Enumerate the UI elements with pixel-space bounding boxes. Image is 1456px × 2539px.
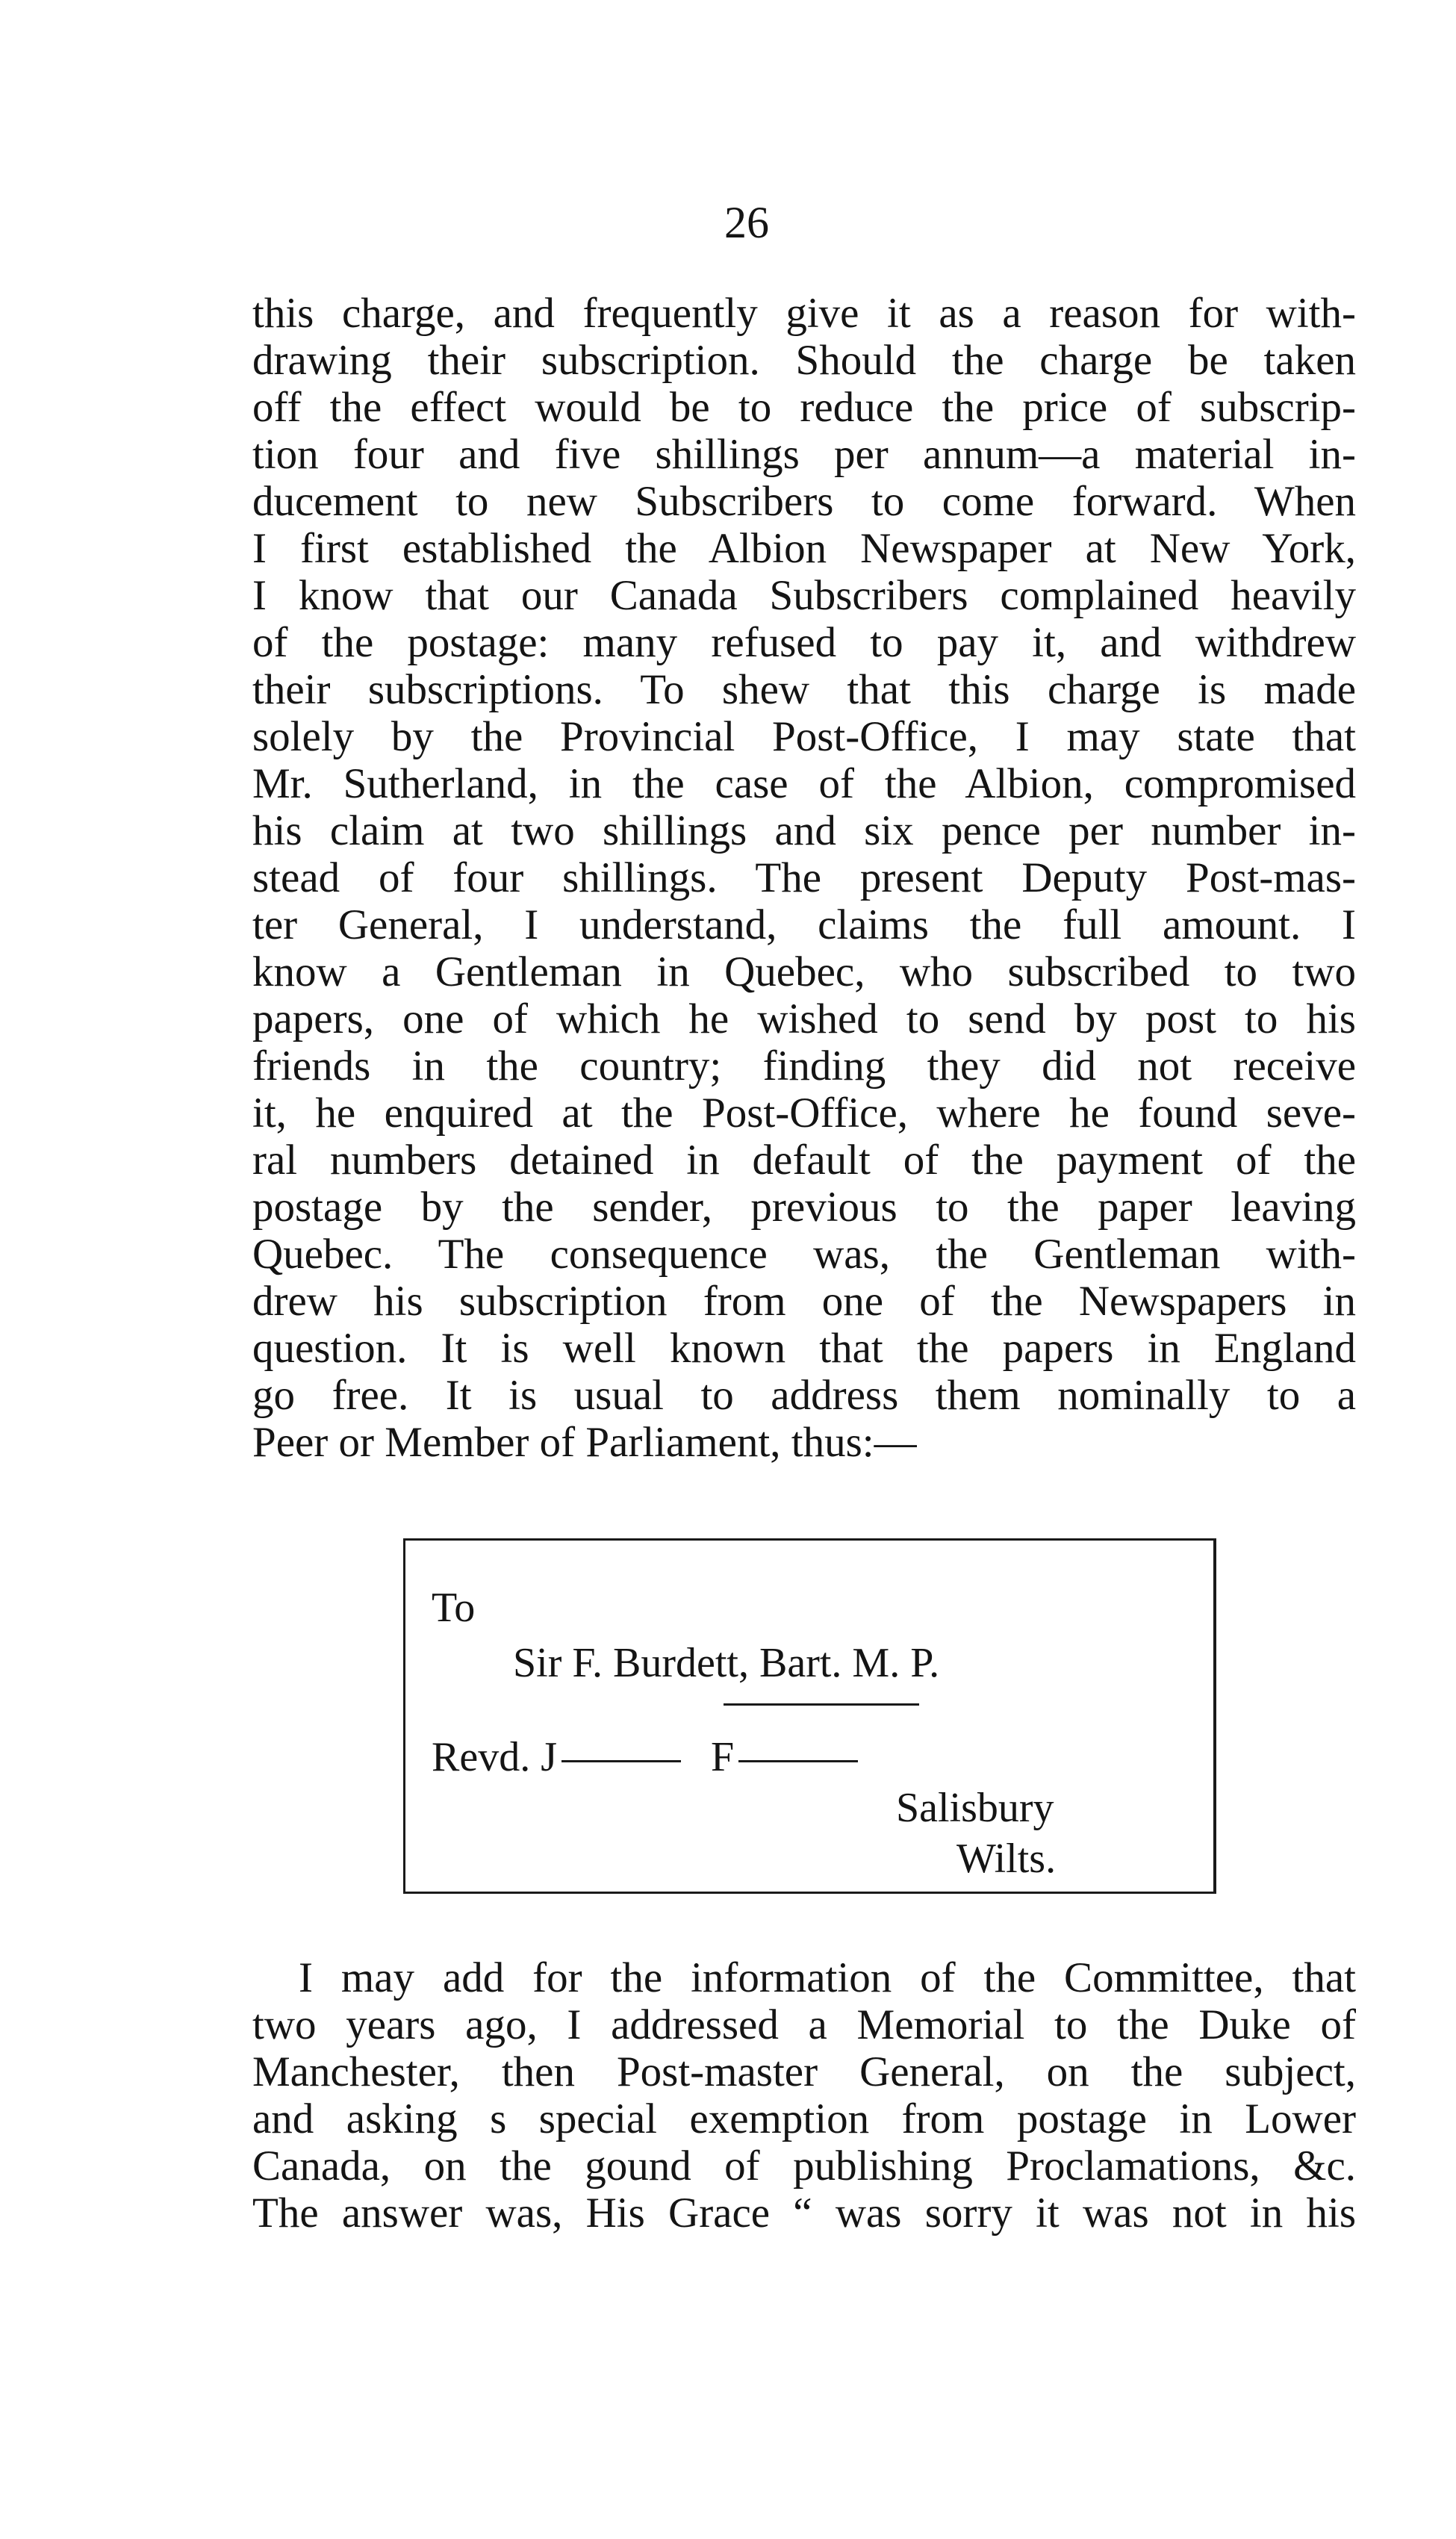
- text-line: Mr. Sutherland, in the case of the Albion, compromised: [252, 760, 1356, 807]
- text-line: friends in the country; finding they did not receive: [252, 1042, 1356, 1090]
- dash-rule: [561, 1760, 681, 1762]
- text-line: this charge, and frequently give it as a reason for with-: [252, 290, 1356, 337]
- sender-initial: F: [711, 1734, 735, 1780]
- text-line: and asking s special exemption from postage in Lower: [252, 2095, 1356, 2142]
- text-line: ral numbers detained in default of the payment of the: [252, 1137, 1356, 1184]
- text-line: it, he enquired at the Post-Office, where he found seve-: [252, 1090, 1356, 1137]
- dash-rule: [738, 1760, 858, 1762]
- paragraph-2: [252, 1954, 1356, 2237]
- address-county: Wilts.: [956, 1836, 1057, 1882]
- text-line: I may add for the information of the Committee, that: [299, 1954, 1356, 2001]
- address-box: [403, 1538, 1216, 1894]
- text-line: go free. It is usual to address them nominally to a: [252, 1372, 1356, 1419]
- text-line: his claim at two shillings and six pence per number in-: [252, 807, 1356, 854]
- text-line: of the postage: many refused to pay it, and withdrew: [252, 619, 1356, 666]
- text-line: Canada, on the gound of publishing Proclamations, &c.: [252, 2142, 1356, 2190]
- text-line: question. It is well known that the papers in England: [252, 1325, 1356, 1372]
- text-line: stead of four shillings. The present Deputy Post-mas-: [252, 854, 1356, 901]
- text-line: postage by the sender, previous to the paper leaving: [252, 1184, 1356, 1231]
- text-line: The answer was, His Grace “ was sorry it was not in his: [252, 2190, 1356, 2237]
- text-line: Manchester, then Post-master General, on the subject,: [252, 2048, 1356, 2095]
- text-line: drawing their subscription. Should the charge be taken: [252, 337, 1356, 384]
- address-to-label: To: [432, 1585, 476, 1631]
- text-line: tion four and five shillings per annum—a material in-: [252, 431, 1356, 478]
- text-line: I first established the Albion Newspaper at New York,: [252, 525, 1356, 572]
- separator-rule: [724, 1703, 919, 1706]
- text-line: I know that our Canada Subscribers complained heavily: [252, 572, 1356, 619]
- text-line: off the effect would be to reduce the price of subscrip-: [252, 384, 1356, 431]
- sender-line: [432, 1736, 858, 1778]
- addressee-name: Sir F. Burdett, Bart. M. P.: [513, 1640, 940, 1686]
- text-line: know a Gentleman in Quebec, who subscribed to two: [252, 948, 1356, 995]
- text-line: Peer or Member of Parliament, thus:—: [252, 1419, 917, 1466]
- text-line: their subscriptions. To shew that this charge is made: [252, 666, 1356, 713]
- address-town: Salisbury: [896, 1785, 1054, 1831]
- page-number: 26: [724, 198, 769, 247]
- paragraph-1: [252, 290, 1356, 1466]
- sender-prefix: Revd. J: [432, 1734, 557, 1780]
- text-line: two years ago, I addressed a Memorial to the Duke of: [252, 2001, 1356, 2048]
- text-line: ducement to new Subscribers to come forward. When: [252, 478, 1356, 525]
- text-line: solely by the Provincial Post-Office, I may state that: [252, 713, 1356, 760]
- text-line: Quebec. The consequence was, the Gentleman with-: [252, 1231, 1356, 1278]
- text-line: ter General, I understand, claims the full amount. I: [252, 901, 1356, 948]
- text-line: drew his subscription from one of the Newspapers in: [252, 1278, 1356, 1325]
- text-line: papers, one of which he wished to send by post to his: [252, 995, 1356, 1042]
